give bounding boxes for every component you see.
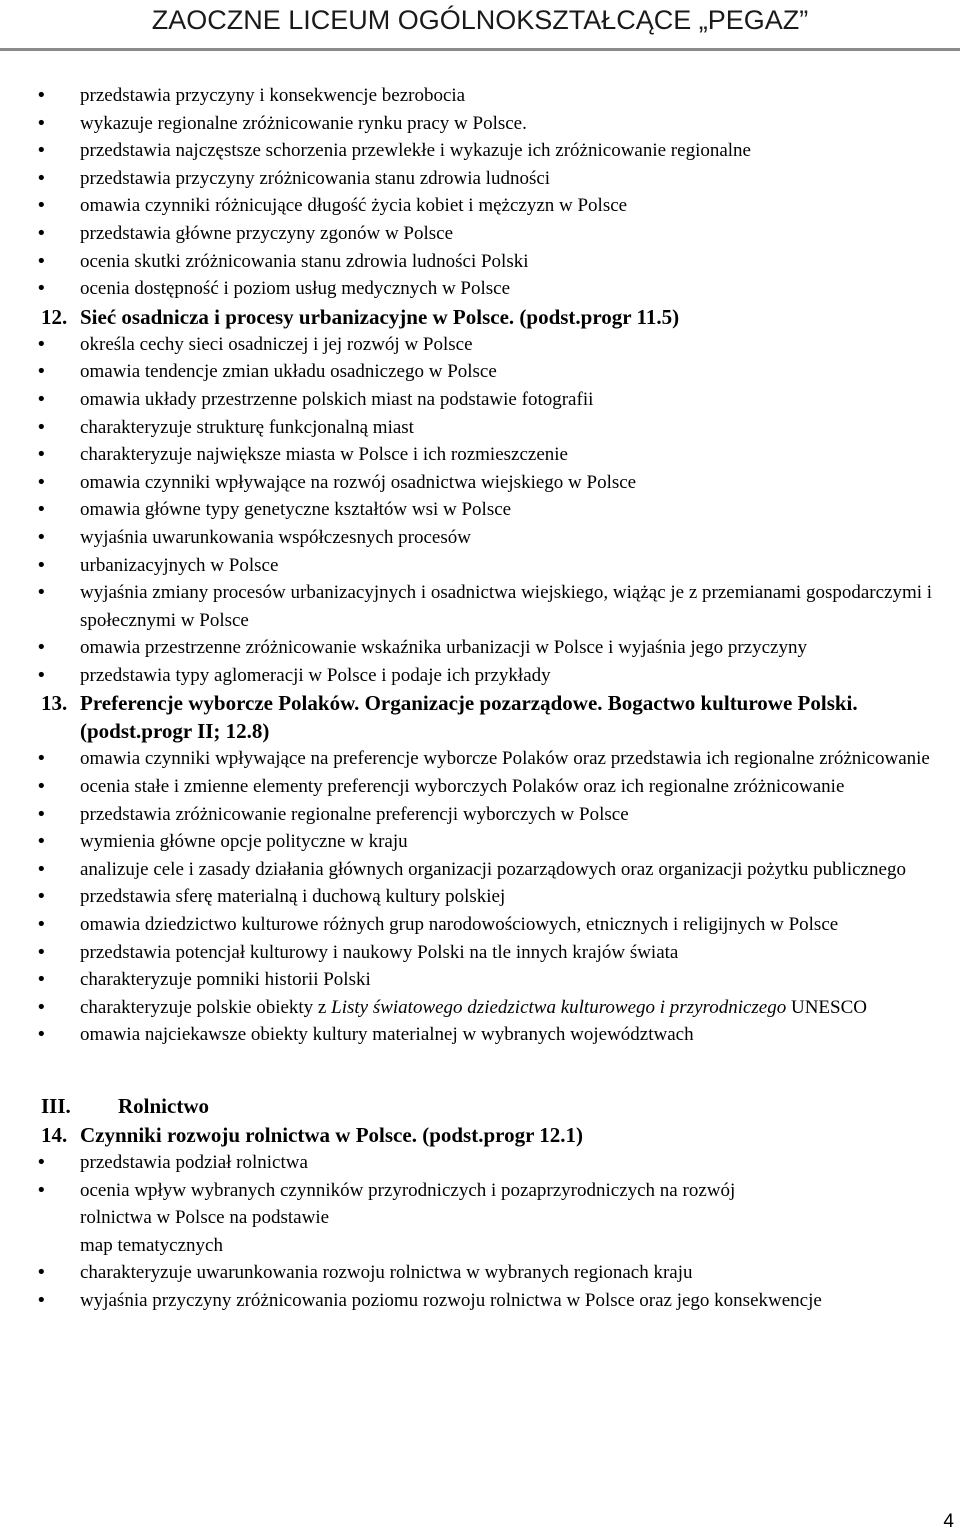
list-item: • przedstawia potencjał kulturowy i naukowy Polski na tle innych krajów świata [0, 939, 960, 967]
list-item: • określa cechy sieci osadniczej i jej rozwój w Polsce [0, 331, 960, 359]
list-item: • przedstawia typy aglomeracji w Polsce i podaje ich przykłady [0, 662, 960, 690]
list-section-14 [0, 1149, 960, 1315]
list-item: • przedstawia przyczyny zróżnicowania stanu zdrowia ludności [0, 165, 960, 193]
list-item: • charakteryzuje największe miasta w Polsce i ich rozmieszczenie [0, 441, 960, 469]
list-item: • wyjaśnia przyczyny zróżnicowania poziomu rozwoju rolnictwa w Polsce oraz jego konsekwencje [0, 1287, 960, 1315]
part-title: Rolnictwo [118, 1094, 209, 1118]
list-item: • omawia tendencje zmian układu osadniczego w Polsce [0, 358, 960, 386]
list-item: • charakteryzuje strukturę funkcjonalną miast [0, 414, 960, 442]
list-item: • przedstawia sferę materialną i duchową kultury polskiej [0, 883, 960, 911]
section-number: 12. [41, 304, 68, 329]
list-item: • przedstawia główne przyczyny zgonów w Polsce [0, 220, 960, 248]
list-item: • urbanizacyjnych w Polsce [0, 552, 960, 580]
maps-line-1: ocenia wpływ wybranych czynników przyrodniczych i pozaprzyrodniczych na rozwój [80, 1179, 736, 1201]
list-item: • wykazuje regionalne zróżnicowanie rynku pracy w Polsce. [0, 110, 960, 138]
unesco-text-after: UNESCO [786, 996, 867, 1018]
list-section-13 [0, 745, 960, 1049]
list-health-labour [0, 82, 960, 303]
document-body [0, 82, 960, 1315]
list-item: • omawia główne typy genetyczne kształtów wsi w Polsce [0, 496, 960, 524]
section-number: 13. [41, 691, 68, 716]
list-item: • omawia najciekawsze obiekty kultury materialnej w wybranych województwach [0, 1021, 960, 1049]
list-item: • przedstawia najczęstsze schorzenia przewlekłe i wykazuje ich zróżnicowanie regionalne [0, 137, 960, 165]
header-title: ZAOCZNE LICEUM OGÓLNOKSZTAŁCĄCE „PEGAZ” [151, 5, 809, 35]
list-item: • przedstawia zróżnicowanie regionalne preferencji wyborczych w Polsce [0, 801, 960, 829]
list-item: • omawia czynniki wpływające na rozwój osadnictwa wiejskiego w Polsce [0, 469, 960, 497]
header-divider [0, 48, 960, 51]
list-item: • wyjaśnia zmiany procesów urbanizacyjnych i osadnictwa wiejskiego, wiążąc je z przemianami gospodarczymi i społecznymi w Polsce [0, 579, 960, 634]
list-item: • charakteryzuje uwarunkowania rozwoju rolnictwa w wybranych regionach kraju [0, 1259, 960, 1287]
list-item: • omawia czynniki wpływające na preferencje wyborcze Polaków oraz przedstawia ich regionalne zróżnicowanie [0, 745, 960, 773]
list-item: • wyjaśnia uwarunkowania współczesnych procesów [0, 524, 960, 552]
section-title: Czynniki rozwoju rolnictwa w Polsce. (podst.progr 12.1) [80, 1123, 584, 1147]
list-item: • ocenia dostępność i poziom usług medycznych w Polsce [0, 275, 960, 303]
section-title: Preferencje wyborcze Polaków. Organizacje pozarządowe. Bogactwo kulturowe Polski. (podst.progr II; 12.8) [80, 691, 858, 744]
list-item: • charakteryzuje pomniki historii Polski [0, 966, 960, 994]
list-item: • omawia dziedzictwo kulturowe różnych grup narodowościowych, etnicznych i religijnych w Polsce [0, 911, 960, 939]
section-number: 14. [41, 1123, 68, 1147]
unesco-text-before: charakteryzuje polskie obiekty z [80, 996, 332, 1018]
maps-line-2: rolnictwa w Polsce na podstawie [80, 1207, 330, 1229]
document-header [0, 0, 960, 40]
list-item: • ocenia skutki zróżnicowania stanu zdrowia ludności Polski [0, 248, 960, 276]
list-item: • wymienia główne opcje polityczne w kraju [0, 828, 960, 856]
section-12-heading [0, 303, 960, 331]
maps-line-3: map tematycznych [80, 1234, 223, 1256]
list-item-maps [0, 1177, 960, 1260]
unesco-list-title: Listy światowego dziedzictwa kulturowego i przyrodniczego [331, 996, 787, 1018]
list-item: • omawia przestrzenne zróżnicowanie wskaźnika urbanizacji w Polsce i wyjaśnia jego przyczyny [0, 634, 960, 662]
list-item: • analizuje cele i zasady działania głównych organizacji pozarządowych oraz organizacji pożytku publicznego [0, 856, 960, 884]
list-item: • przedstawia przyczyny i konsekwencje bezrobocia [0, 82, 960, 110]
part-3-heading [0, 1091, 960, 1121]
list-item: • przedstawia podział rolnictwa [0, 1149, 960, 1177]
list-item: • ocenia stałe i zmienne elementy preferencji wyborczych Polaków oraz ich regionalne zróżnicowanie [0, 773, 960, 801]
part-number: III. [41, 1094, 71, 1118]
list-item: • omawia czynniki różnicujące długość życia kobiet i mężczyzn w Polsce [0, 192, 960, 220]
list-section-12 [0, 331, 960, 690]
list-item: • omawia układy przestrzenne polskich miast na podstawie fotografii [0, 386, 960, 414]
page-number: 4 [943, 1511, 954, 1532]
list-item-unesco [0, 994, 960, 1022]
section-13-heading [0, 689, 960, 745]
section-title: Sieć osadnicza i procesy urbanizacyjne w Polsce. (podst.progr 11.5) [80, 304, 680, 329]
section-14-heading [0, 1121, 960, 1149]
